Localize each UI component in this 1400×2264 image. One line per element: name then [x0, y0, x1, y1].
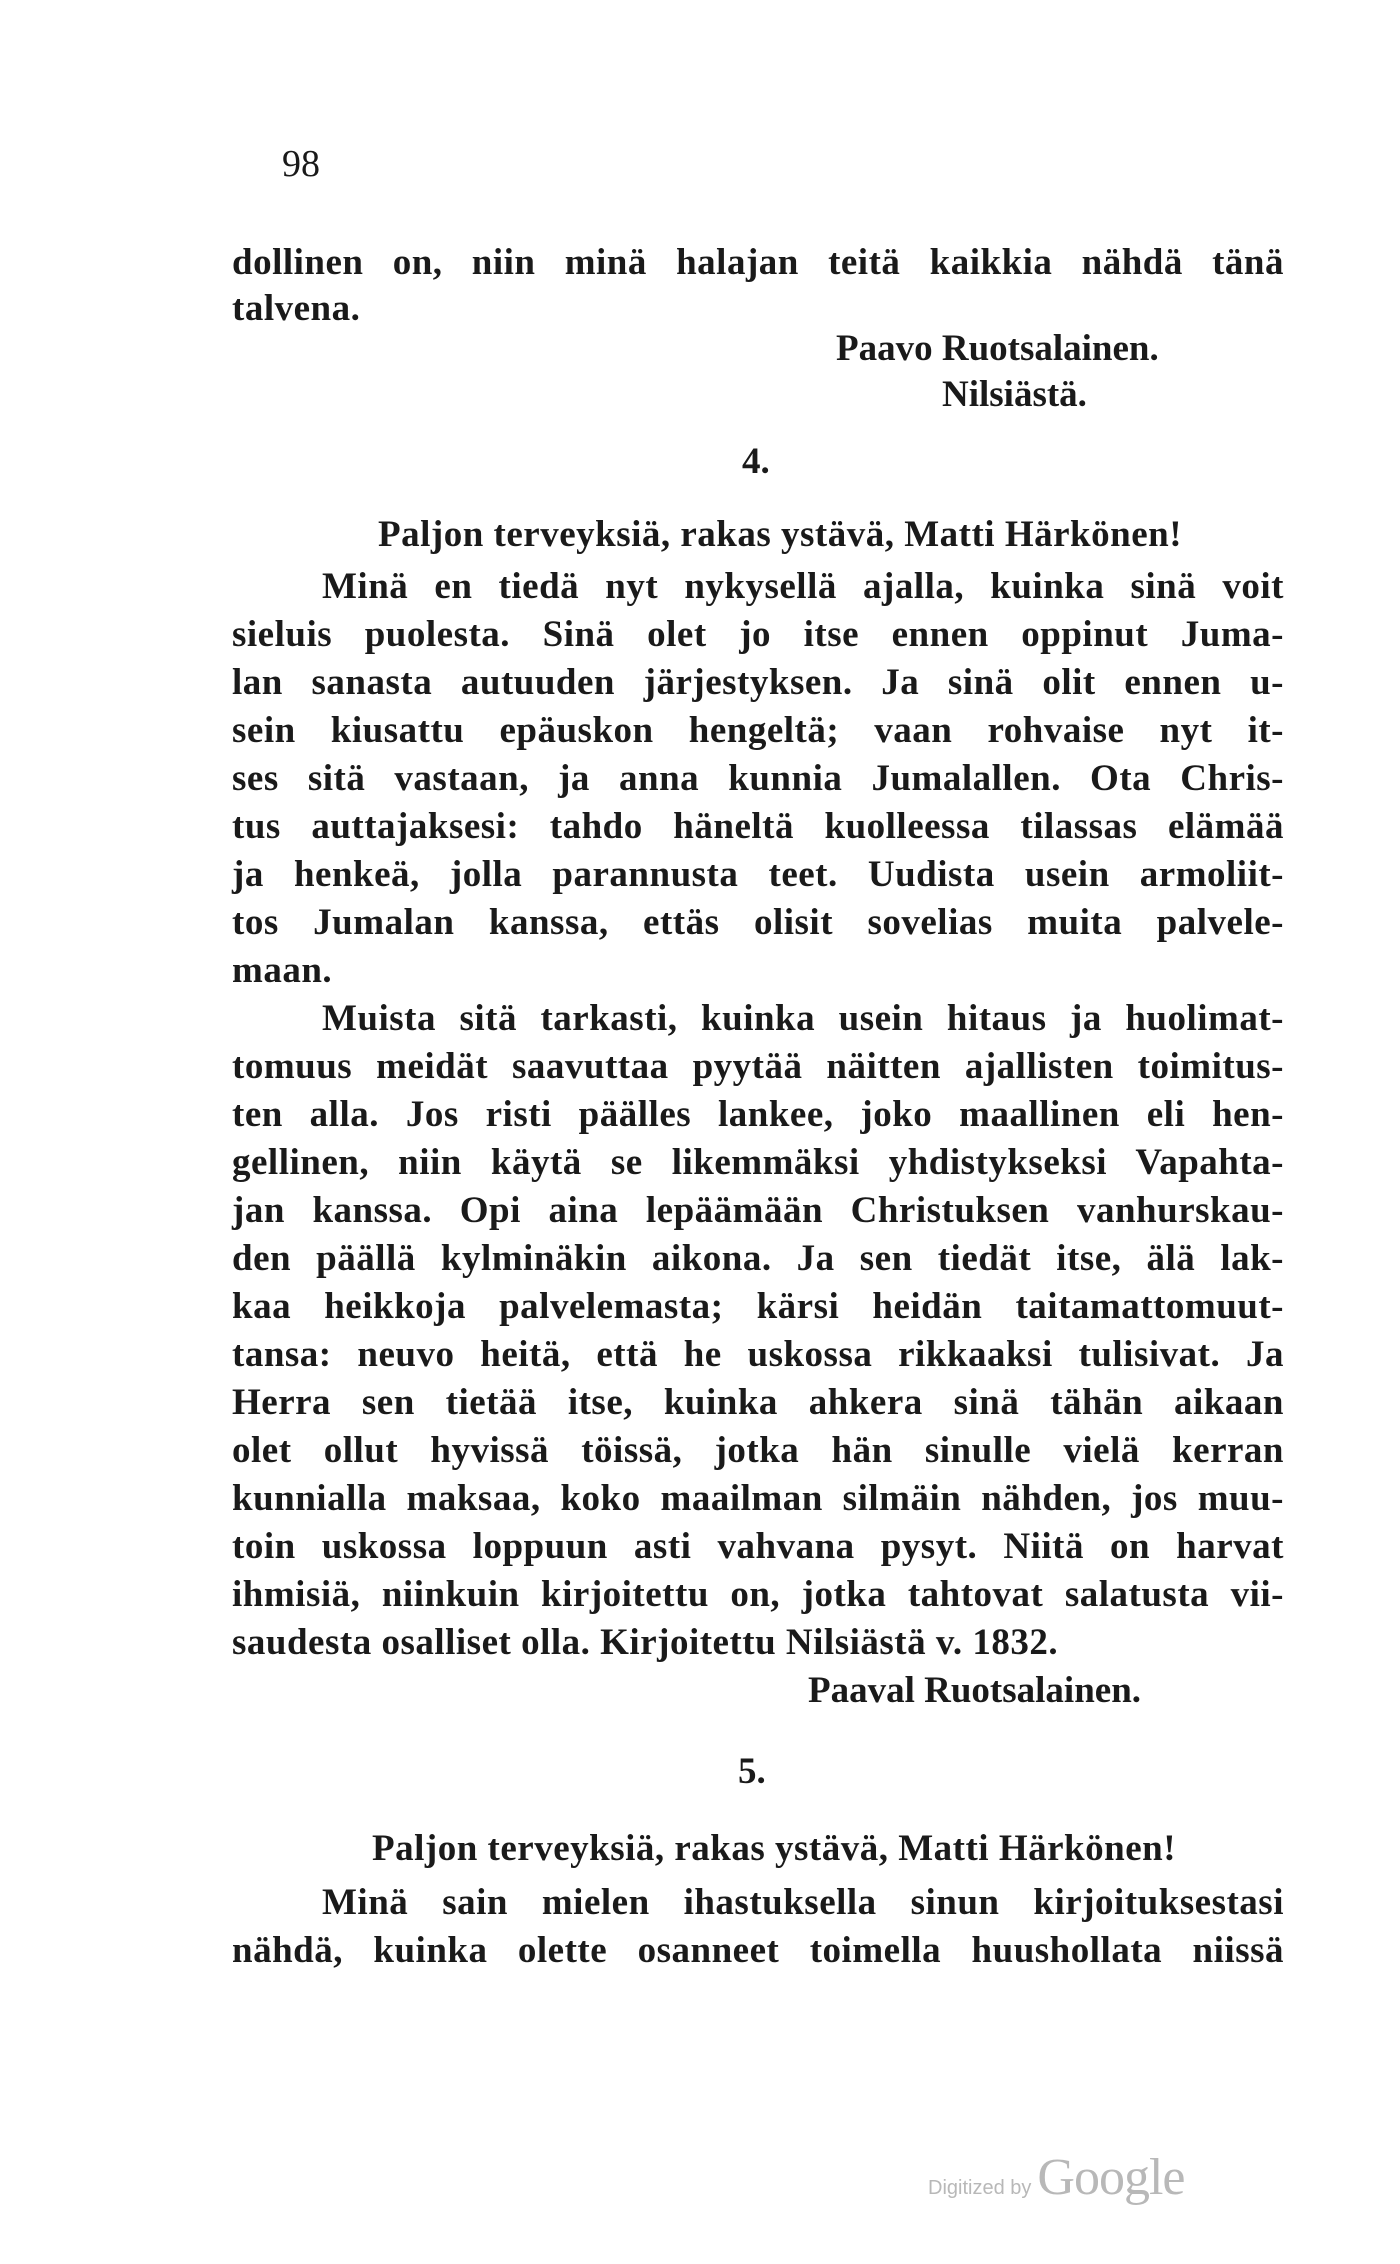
text-line: Muista sitä tarkasti, kuinka usein hitaus ja huolimat-: [322, 998, 1284, 1039]
text-line: kaa heikkoja palvelemasta; kärsi heidän taitamattomuut-: [232, 1286, 1284, 1327]
place-name: Nilsiästä.: [942, 374, 1087, 415]
text-line: Minä sain mielen ihastuksella sinun kirjoituksestasi: [322, 1882, 1284, 1923]
text-line: dollinen on, niin minä halajan teitä kaikkia nähdä tänä: [232, 242, 1284, 283]
text-line: ten alla. Jos risti päälles lankee, joko maallinen eli hen-: [232, 1094, 1284, 1135]
text-line: tus auttajaksesi: tahdo häneltä kuolleessa tilassas elämää: [232, 806, 1284, 847]
section-number: 5.: [738, 1751, 766, 1792]
text-line: Herra sen tietää itse, kuinka ahkera sinä tähän aikaan: [232, 1382, 1284, 1423]
letter-greeting: Paljon terveyksiä, rakas ystävä, Matti Härkönen!: [372, 1828, 1177, 1869]
text-line: kunnialla maksaa, koko maailman silmäin nähden, jos muu-: [232, 1478, 1284, 1519]
text-line: sein kiusattu epäuskon hengeltä; vaan rohvaise nyt it-: [232, 710, 1284, 751]
text-line: maan.: [232, 950, 333, 991]
text-line: jan kanssa. Opi aina lepäämään Christuksen vanhurskau-: [232, 1190, 1284, 1231]
google-logo: Google: [1037, 2149, 1185, 2206]
digitized-by-google-watermark: [928, 2148, 1184, 2207]
letter-greeting: Paljon terveyksiä, rakas ystävä, Matti Härkönen!: [378, 514, 1183, 555]
text-line: talvena.: [232, 288, 361, 329]
signature: Paaval Ruotsalainen.: [808, 1670, 1142, 1711]
signature: Paavo Ruotsalainen.: [836, 328, 1159, 369]
page-number: 98: [282, 143, 320, 185]
watermark-label: Digitized by: [928, 2177, 1032, 2199]
text-line: olet ollut hyvissä töissä, jotka hän sinulle vielä kerran: [232, 1430, 1284, 1471]
text-line: sieluis puolesta. Sinä olet jo itse ennen oppinut Juma-: [232, 614, 1284, 655]
text-line: Minä en tiedä nyt nykysellä ajalla, kuinka sinä voit: [322, 566, 1284, 607]
text-line: gellinen, niin käytä se likemmäksi yhdistykseksi Vapahta-: [232, 1142, 1284, 1183]
text-line: nähdä, kuinka olette osanneet toimella huushollata niissä: [232, 1930, 1284, 1971]
text-line: ihmisiä, niinkuin kirjoitettu on, jotka tahtovat salatusta vii-: [232, 1574, 1284, 1615]
text-line: tansa: neuvo heitä, että he uskossa rikkaaksi tulisivat. Ja: [232, 1334, 1284, 1375]
text-line: lan sanasta autuuden järjestyksen. Ja sinä olit ennen u-: [232, 662, 1284, 703]
section-number: 4.: [742, 441, 770, 482]
text-line: ses sitä vastaan, ja anna kunnia Jumalallen. Ota Chris-: [232, 758, 1284, 799]
text-line: ja henkeä, jolla parannusta teet. Uudista usein armoliit-: [232, 854, 1284, 895]
text-line: tos Jumalan kanssa, ettäs olisit sovelias muita palvele-: [232, 902, 1284, 943]
text-line: den päällä kylminäkin aikona. Ja sen tiedät itse, älä lak-: [232, 1238, 1284, 1279]
text-line: saudesta osalliset olla. Kirjoitettu Nilsiästä v. 1832.: [232, 1622, 1059, 1663]
text-line: tomuus meidät saavuttaa pyytää näitten ajallisten toimitus-: [232, 1046, 1284, 1087]
text-line: toin uskossa loppuun asti vahvana pysyt. Niitä on harvat: [232, 1526, 1284, 1567]
